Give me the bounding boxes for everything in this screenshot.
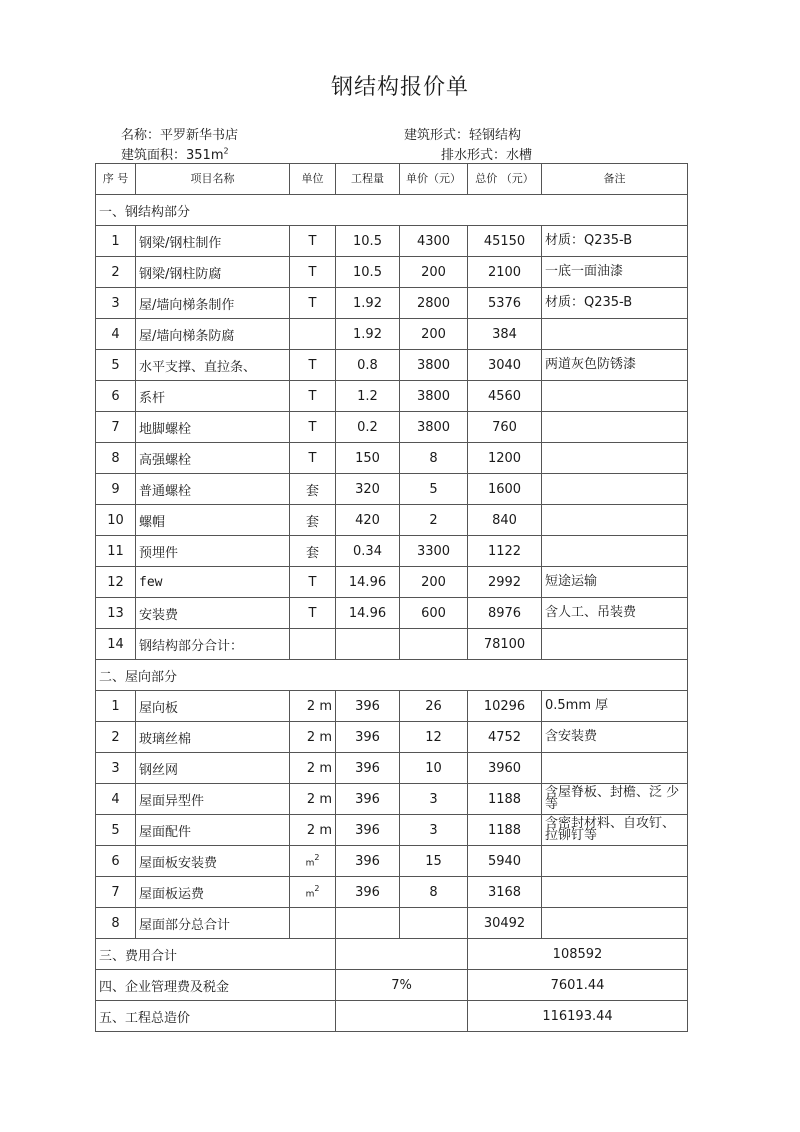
empty-cell [290, 629, 336, 660]
note-cell: 0.5mm 厚 [542, 691, 688, 722]
quantity-cell: 0.8 [336, 350, 400, 381]
empty-cell [400, 908, 468, 939]
summary-value: 108592 [468, 939, 688, 970]
note-cell [542, 474, 688, 505]
document-title: 钢结构报价单 [330, 75, 469, 100]
summary-rate [336, 1001, 468, 1032]
table-row [96, 350, 688, 381]
unit-cell: T [290, 226, 336, 257]
unit-price-cell: 10 [400, 753, 468, 784]
table-row [96, 567, 688, 598]
row-number: 13 [96, 598, 136, 629]
item-name: 预埋件 [136, 536, 290, 567]
building-area: 建筑面积：$351m^2$ [121, 146, 229, 163]
unit-price-cell: 2 [400, 505, 468, 536]
quantity-cell: 14.96 [336, 567, 400, 598]
total-price-cell: 3168 [468, 877, 542, 908]
row-number: 7 [96, 877, 136, 908]
row-number: 7 [96, 412, 136, 443]
header-qty: 工程量 [336, 164, 400, 195]
quantity-cell: 396 [336, 846, 400, 877]
unit-cell: T [290, 257, 336, 288]
table-row [96, 722, 688, 753]
quantity-cell: 396 [336, 753, 400, 784]
total-price-cell: 4560 [468, 381, 542, 412]
quantity-cell: 396 [336, 722, 400, 753]
unit-cell [290, 319, 336, 350]
quantity-cell: 396 [336, 877, 400, 908]
note-cell: 含屋脊板、封檐、泛 少等 [542, 784, 688, 815]
note-cell: 材质：Q235-B [542, 288, 688, 319]
item-name: 安装费 [136, 598, 290, 629]
section-title-row [96, 195, 688, 226]
quantity-cell: 14.96 [336, 598, 400, 629]
note-cell [542, 877, 688, 908]
subtotal-value: 78100 [468, 629, 542, 660]
header-price: 单价（元） [400, 164, 468, 195]
unit-price-cell: 4300 [400, 226, 468, 257]
summary-value: 7601.44 [468, 970, 688, 1001]
table-row [96, 412, 688, 443]
project-name: 名称：平罗新华书店 [121, 128, 239, 143]
quantity-cell: 420 [336, 505, 400, 536]
note-cell: 两道灰色防锈漆 [542, 350, 688, 381]
unit-cell: 2 m [290, 784, 336, 815]
row-number: 4 [96, 319, 136, 350]
item-name: 水平支撑、直拉条、 [136, 350, 290, 381]
section-title-row [96, 660, 688, 691]
unit-cell: 2 m [290, 691, 336, 722]
header-unit: 单位 [290, 164, 336, 195]
row-number: 2 [96, 257, 136, 288]
header-item: 项目名称 [136, 164, 290, 195]
item-name: 钢丝网 [136, 753, 290, 784]
unit-cell: T [290, 288, 336, 319]
note-cell: 含人工、吊装费 [542, 598, 688, 629]
total-price-cell: 1200 [468, 443, 542, 474]
subtotal-value: 30492 [468, 908, 542, 939]
quantity-cell: 320 [336, 474, 400, 505]
row-number: 3 [96, 288, 136, 319]
subtotal-label: 钢结构部分合计： [136, 629, 290, 660]
unit-cell: 套 [290, 505, 336, 536]
row-number: 14 [96, 629, 136, 660]
quantity-cell: 396 [336, 784, 400, 815]
note-cell [542, 846, 688, 877]
total-price-cell: 3040 [468, 350, 542, 381]
quote-table [95, 163, 688, 1032]
table-row [96, 598, 688, 629]
section2-subtotal-row [96, 908, 688, 939]
table-row [96, 536, 688, 567]
summary-label: 四、企业管理费及税金 [96, 970, 336, 1001]
total-price-cell: 1122 [468, 536, 542, 567]
total-price-cell: 3960 [468, 753, 542, 784]
table-row [96, 846, 688, 877]
total-price-cell: 45150 [468, 226, 542, 257]
unit-price-cell: 3800 [400, 381, 468, 412]
item-name: 钢梁/钢柱制作 [136, 226, 290, 257]
item-name: 屋面板运费 [136, 877, 290, 908]
total-price-cell: 2100 [468, 257, 542, 288]
section2-title: 二、屋向部分 [96, 660, 688, 691]
item-name: 玻璃丝棉 [136, 722, 290, 753]
total-price-cell: 2992 [468, 567, 542, 598]
table-row [96, 443, 688, 474]
row-number: 1 [96, 226, 136, 257]
drainage-type: 排水形式：水槽 [441, 148, 533, 163]
row-number: 5 [96, 350, 136, 381]
table-row [96, 505, 688, 536]
total-price-cell: 5940 [468, 846, 542, 877]
unit-price-cell: 3 [400, 784, 468, 815]
table-row [96, 288, 688, 319]
total-price-cell: 4752 [468, 722, 542, 753]
item-name: 系杆 [136, 381, 290, 412]
unit-price-cell: 12 [400, 722, 468, 753]
total-price-cell: 1188 [468, 815, 542, 846]
cost-total-row [96, 939, 688, 970]
unit-price-cell: 600 [400, 598, 468, 629]
unit-price-cell: 200 [400, 257, 468, 288]
item-name: 屋向板 [136, 691, 290, 722]
summary-rate: 7% [336, 970, 468, 1001]
item-name: 屋面板安装费 [136, 846, 290, 877]
row-number: 9 [96, 474, 136, 505]
header-note: 备注 [542, 164, 688, 195]
quantity-cell: 0.34 [336, 536, 400, 567]
unit-price-cell: 3800 [400, 412, 468, 443]
total-price-cell: 1600 [468, 474, 542, 505]
unit-price-cell: 8 [400, 877, 468, 908]
item-name: 螺帽 [136, 505, 290, 536]
unit-price-cell: 26 [400, 691, 468, 722]
unit-price-cell: 2800 [400, 288, 468, 319]
table-row [96, 877, 688, 908]
total-price-cell: 384 [468, 319, 542, 350]
empty-cell [542, 629, 688, 660]
item-name: 钢梁/钢柱防腐 [136, 257, 290, 288]
quantity-cell: 10.5 [336, 226, 400, 257]
table-row [96, 257, 688, 288]
table-row [96, 381, 688, 412]
table-row [96, 226, 688, 257]
unit-price-cell: 200 [400, 567, 468, 598]
note-cell: 含安装费 [542, 722, 688, 753]
quantity-cell: 150 [336, 443, 400, 474]
row-number: 6 [96, 381, 136, 412]
unit-cell: T [290, 567, 336, 598]
unit-price-cell: 8 [400, 443, 468, 474]
quantity-cell: 396 [336, 815, 400, 846]
note-cell: 含密封材料、自攻钉、拉铆钉等 [542, 815, 688, 846]
unit-price-cell: 3 [400, 815, 468, 846]
empty-cell [336, 908, 400, 939]
unit-cell: T [290, 381, 336, 412]
subtotal-label: 屋面部分总合计 [136, 908, 290, 939]
note-cell [542, 753, 688, 784]
quantity-cell: 0.2 [336, 412, 400, 443]
table-row [96, 784, 688, 815]
quantity-cell: 10.5 [336, 257, 400, 288]
unit-price-cell: 3300 [400, 536, 468, 567]
unit-cell: 2 m [290, 722, 336, 753]
total-price-cell: 8976 [468, 598, 542, 629]
total-price-cell: 1188 [468, 784, 542, 815]
note-cell [542, 381, 688, 412]
unit-price-cell: 200 [400, 319, 468, 350]
unit-cell: T [290, 350, 336, 381]
note-cell: 短途运输 [542, 567, 688, 598]
table-row [96, 691, 688, 722]
item-name: 屋/墙向梯条制作 [136, 288, 290, 319]
header-total: 总价 （元） [468, 164, 542, 195]
management-fee-row [96, 970, 688, 1001]
row-number: 4 [96, 784, 136, 815]
grand-total-row [96, 1001, 688, 1032]
unit-cell: T [290, 598, 336, 629]
total-price-cell: 5376 [468, 288, 542, 319]
unit-cell: $m^2$ [290, 846, 336, 877]
note-cell: 一底一面油漆 [542, 257, 688, 288]
table-row [96, 319, 688, 350]
row-number: 8 [96, 908, 136, 939]
unit-price-cell: 3800 [400, 350, 468, 381]
item-name: 屋/墙向梯条防腐 [136, 319, 290, 350]
note-cell [542, 505, 688, 536]
row-number: 1 [96, 691, 136, 722]
section1-subtotal-row [96, 629, 688, 660]
note-cell [542, 536, 688, 567]
row-number: 11 [96, 536, 136, 567]
header-seq: 序 号 [96, 164, 136, 195]
quantity-cell: 1.2 [336, 381, 400, 412]
unit-cell: $m^2$ [290, 877, 336, 908]
unit-price-cell: 15 [400, 846, 468, 877]
note-cell [542, 319, 688, 350]
unit-cell: 2 m [290, 753, 336, 784]
total-price-cell: 760 [468, 412, 542, 443]
empty-cell [400, 629, 468, 660]
item-name: 屋面配件 [136, 815, 290, 846]
note-cell: 材质：Q235-B [542, 226, 688, 257]
empty-cell [542, 908, 688, 939]
table-row [96, 474, 688, 505]
summary-label: 五、工程总造价 [96, 1001, 336, 1032]
total-price-cell: 10296 [468, 691, 542, 722]
summary-label: 三、费用合计 [96, 939, 336, 970]
unit-cell: 套 [290, 536, 336, 567]
item-name: 屋面异型件 [136, 784, 290, 815]
row-number: 5 [96, 815, 136, 846]
summary-rate [336, 939, 468, 970]
table-header-row [96, 164, 688, 195]
row-number: 12 [96, 567, 136, 598]
table-row [96, 753, 688, 784]
row-number: 3 [96, 753, 136, 784]
note-cell [542, 443, 688, 474]
empty-cell [336, 629, 400, 660]
note-cell [542, 412, 688, 443]
unit-cell: T [290, 412, 336, 443]
row-number: 8 [96, 443, 136, 474]
unit-cell: T [290, 443, 336, 474]
total-price-cell: 840 [468, 505, 542, 536]
unit-price-cell: 5 [400, 474, 468, 505]
summary-value: 116193.44 [468, 1001, 688, 1032]
item-name: 普通螺栓 [136, 474, 290, 505]
section1-title: 一、钢结构部分 [96, 195, 688, 226]
unit-cell: 套 [290, 474, 336, 505]
unit-cell: 2 m [290, 815, 336, 846]
item-name: few [136, 567, 290, 598]
quantity-cell: 1.92 [336, 319, 400, 350]
empty-cell [290, 908, 336, 939]
item-name: 地脚螺栓 [136, 412, 290, 443]
structure-type: 建筑形式：轻钢结构 [404, 128, 522, 143]
row-number: 10 [96, 505, 136, 536]
table-row [96, 815, 688, 846]
quantity-cell: 1.92 [336, 288, 400, 319]
item-name: 高强螺栓 [136, 443, 290, 474]
row-number: 6 [96, 846, 136, 877]
quantity-cell: 396 [336, 691, 400, 722]
row-number: 2 [96, 722, 136, 753]
